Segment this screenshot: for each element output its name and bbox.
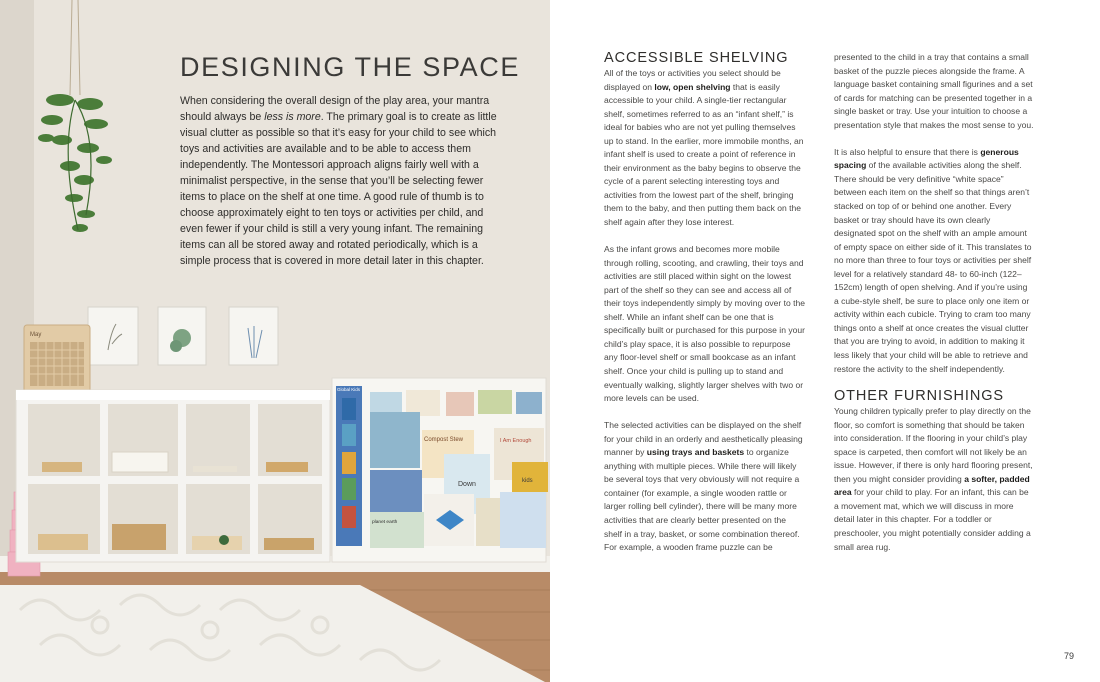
bold-term: generous spacing	[834, 146, 1019, 171]
book-label-0: Global Kids	[337, 387, 361, 392]
book-label-5: planet earth	[372, 520, 398, 525]
page-title: DESIGNING THE SPACE	[180, 52, 520, 82]
cube-shelf	[16, 390, 330, 562]
paragraph-other-furnishings	[834, 405, 1034, 554]
left-text-block	[180, 52, 520, 269]
para-text: The selected activities can be displayed on the shelf for your child in an orderly and aesthetically pleasing manner by	[604, 420, 803, 458]
paragraph-trays-baskets	[604, 419, 806, 554]
paragraph-presentation: presented to the child in a tray that contains a small basket of the puzzle pieces alongside the frame. A language basket containing small figurines and a set of cards for matching can be presented together in a single basket or tray. Use your intuition to choose a presentation style that makes the most sense to you.	[834, 52, 1034, 130]
calendar-month: May	[30, 332, 42, 338]
bold-term: using trays and baskets	[646, 447, 745, 458]
para-text: of the available activities along the shelf. There should be very definitive “white space” between each item on the shelf so that things aren’t stacked on top of or behind one another. Every basket or tray should have its own clearly designated spot on the shelf with an ample amount of empty space on either side of it. This translates to no more than three to four toys or activities per shelf level for a relatively standard 48- to 60-inch (122–152cm) length of open shelving. And if you’re using a cube-style shelf, be sure to place only one item or activity within each cubicle. Trying to cram too many things onto a shelf at once creates the visual clutter that you are trying to avoid, in addition to making it less likely that your child will be able to retrieve and restore the activity to the shelf independently.	[834, 160, 1032, 374]
intro-text-1: When considering the overall design of the play area, your mantra should always be	[180, 95, 490, 123]
intro-text-2: . The primary goal is to create as little visual clutter as possible so that it’s easy for your child to see which toys and activities are available and to be able to access them independently. The Montessori approach aligns fairly well with a minimalist perspective, in the sense that you’ll be selecting fewer items to place on the shelf at one time. A good rule of thumb is to choose approximately eight to ten toys or activities per child, and even fewer if your child is still a very young infant. The remaining items can all be stored away and rotated periodically, which is a simple process that is covered in more detail later in this chapter.	[180, 111, 497, 267]
bold-term: a softer, padded area	[834, 473, 1030, 498]
wall-frame-2	[158, 307, 206, 365]
para-text: All of the toys or activities you select should be displayed on	[604, 68, 781, 92]
intro-paragraph	[180, 93, 498, 269]
book-label-3: Down	[458, 481, 476, 488]
paragraph-generous-spacing	[834, 146, 1034, 376]
para-text: that is easily accessible to your child. A single-tier rectangular shelf, sometimes referred to as an “infant shelf,” is ideal for babies who are not yet pulling themselves up to stand. In the earlier, more immobile months, an infant shelf is used to create a point of reference in their environment as the baby begins to observe the cycle of a parent selecting interesting toys and activities from the lowest part of the shelf, bringing them to the baby, and then putting them back on the shelf again after they lose interest.	[604, 81, 804, 228]
paragraph-open-shelving	[604, 67, 806, 230]
wooden-calendar	[24, 325, 90, 393]
text-column-2	[834, 51, 1034, 554]
text-column-1	[604, 50, 806, 555]
book-label-2: I Am Enough	[500, 438, 532, 444]
bold-term: low, open shelving	[654, 81, 731, 92]
wall-frame-3	[229, 307, 278, 365]
right-page	[550, 0, 1100, 682]
wall-frame-1	[88, 307, 138, 365]
heading-other-furnishings: OTHER FURNISHINGS	[834, 388, 1004, 405]
para-text: to organize anything with multiple pieces. While there will likely be several toys that very obviously will not require a container (for example, a single wooden rattle or larger rolling bell cylinder), there will be many more activities that are clearly better presented on the shelf in a tray, basket, or some combination thereof. For example, a wooden frame puzzle can be	[604, 447, 800, 553]
book-label-4: kids	[522, 478, 533, 484]
book-display-shelf	[332, 378, 548, 562]
para-text: Young children typically prefer to play directly on the floor, so comfort is something that should be taken into consideration. If the flooring in your child’s play space is carpeted, then comfort will not likely be an issue. However, if there is only hard flooring present, then you might consider providing	[834, 406, 1033, 484]
para-text: It is also helpful to ensure that there is	[834, 146, 981, 157]
book-label-1: Compost Stew	[424, 437, 464, 443]
paragraph-mobility: As the infant grows and becomes more mobile through rolling, scooting, and crawling, their toys and activities are still placed within sight on the lowest part of the shelf so they can see and access all of their toys independently simply by moving over to the shelf. While an infant shelf can be one that is specifically built or purchased for this purpose in your child’s play space, it is also possible to repurpose any floor-level shelf or small bookcase as an infant shelf. Once your child is pulling up to stand and eventually walking, slightly larger shelves with two or more levels can be used.	[604, 244, 805, 404]
intro-emphasis: less is more	[264, 111, 321, 123]
page-number: 79	[1063, 651, 1074, 661]
heading-accessible-shelving: ACCESSIBLE SHELVING	[604, 50, 789, 66]
para-text: for your child to play. For an infant, this can be a movement mat, which we will discuss in more detail later in this chapter. For a toddler or preschooler, you might potentially consider adding a small area rug.	[834, 487, 1031, 552]
